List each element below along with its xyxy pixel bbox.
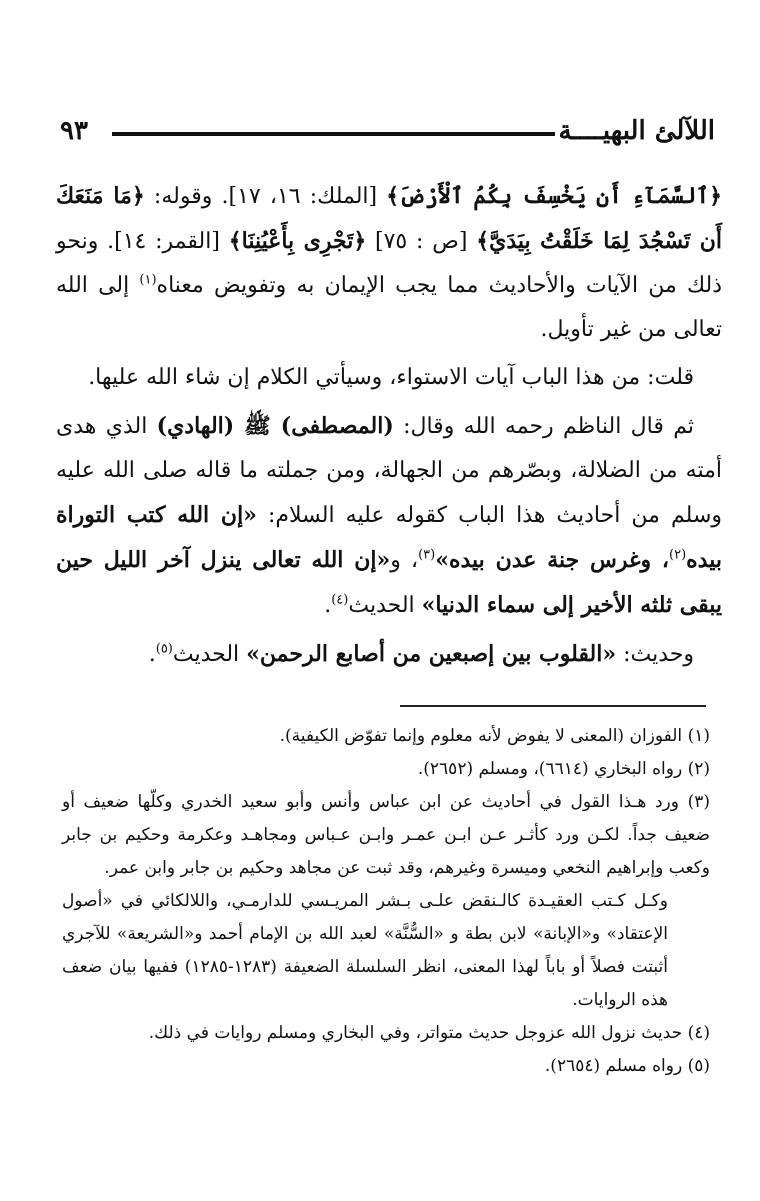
footnote-number: (٤) (687, 1023, 710, 1043)
footnote-text: حديث نزول الله عزوجل حديث متواتر، وفي البخاري ومسلم روايات في ذلك. (148, 1023, 683, 1043)
footnote-text: الفوزان (المعنى لا يفوض لأنه معلوم وإنما تفوّض الكيفية). (279, 726, 683, 746)
text-run: وحديث: (616, 642, 694, 667)
footnote-marker: (٣) (418, 547, 436, 563)
paragraph (56, 174, 722, 352)
footnote-number: (٥) (687, 1056, 710, 1076)
footnote (62, 885, 710, 1017)
footnote-text: رواه مسلم (٢٦٥٤). (544, 1056, 683, 1076)
text-run: الذي هدى أمته من الضلالة، وبصّرهم من الجهالة، ومن جملته ما قاله صلى الله عليه وسلم من أحاديث هذا الباب كقوله عليه السلام: (56, 414, 723, 528)
quoted-text: ﴿مَا مَنَعَكَ أَن تَسْجُدَ لِمَا خَلَقْتُ بِيَدَيَّ﴾ (56, 183, 722, 254)
text-run: الحديث (348, 593, 422, 618)
text-run: ثم قال الناظم رحمه الله وقال: (393, 414, 694, 439)
quoted-text: ﴿ٱلسَّمَآءِ أَن يَخْسِفَ بِكُمُ ٱلْأَرْضَ﴾ (386, 183, 723, 209)
text-run: [القمر: ١٤]. ونحو ذلك من الآيات والأحاديث مما يجب الإيمان به وتفويض معناه (56, 229, 722, 298)
book-title: اللآلئ البهيــــة (558, 116, 715, 146)
text-run: ، و (390, 548, 419, 573)
text-run: [ص : ٧٥] (366, 229, 477, 254)
header-rule (112, 132, 555, 136)
text-run: إلى الله تعالى من غير تأويل. (56, 273, 722, 342)
footnote-number: (١) (687, 726, 710, 746)
text-run: [الملك: ١٦، ١٧]. وقوله: (144, 184, 387, 209)
page-number: ٩٣ (60, 116, 88, 146)
quoted-text: ﴿تَجْرِى بِأَعْيُنِنَا﴾ (228, 228, 367, 254)
quoted-text: «إن الله كتب التوراة بيده (56, 502, 722, 573)
footnote (62, 1017, 710, 1050)
footnote-number: (٣) (687, 792, 710, 812)
footnote-marker: (٤) (331, 592, 349, 608)
footnote (62, 753, 710, 786)
running-header (60, 112, 715, 152)
quoted-text: ، وغرس جنة عدن بيده» (435, 547, 670, 573)
paragraph (56, 404, 722, 628)
quoted-text: «القلوب بين إصبعين من أصابع الرحمن» (246, 641, 617, 667)
footnote (62, 786, 710, 885)
footnote-separator (400, 705, 706, 707)
footnote-text: ورد هـذا القول في أحاديث عن ابن عباس وأنس وأبو سعيد الخدري وكلّها ضعيف أو ضعيف جداً. لكـن ورد كأثـر عـن ابـن عمـر وابـن عـباس ومجاهـد وعكرمة وحكيم بن جابر وكعب وإبراهيم النخعي وميسرة وغيرهم، وقد ثبت عن مجاهد وحكيم بن جابر وابن عمر. (62, 792, 710, 878)
text-run: . (148, 642, 156, 667)
text-run: قلت: من هذا الباب آيات الاستواء، وسيأتي الكلام إن شاء الله عليها. (88, 365, 694, 390)
footnote-text: رواه البخاري (٦٦١٤)، ومسلم (٢٦٥٢). (417, 759, 683, 779)
footnotes (62, 720, 710, 1083)
quoted-text: «إن الله تعالى ينزل آخر الليل حين يبقى ثلثه الأخير إلى سماء الدنيا» (56, 547, 722, 618)
quoted-text: (المصطفى) ﷺ (الهادي) (156, 413, 394, 439)
text-run: الحديث (172, 642, 247, 667)
footnote-marker: (٥) (155, 641, 173, 657)
footnote (62, 720, 710, 753)
main-text (56, 174, 722, 677)
paragraph (56, 632, 722, 677)
footnote (62, 1050, 710, 1083)
footnote-marker: (٢) (669, 547, 687, 563)
footnote-marker: (١) (139, 272, 157, 288)
footnote-number: (٢) (687, 759, 710, 779)
footnote-text: وكـل كـتب العقيـدة كالـنقض علـى بـشر المريـسي للدارمـي، واللالكائي في «أصول الإعتقاد» و«الإبانة» لابن بطة و «السُّنَّة» لعبد الله بن الإمام أحمد و«الشريعة» للآجري أثبتت فصلاً أو باباً لهذا المعنى، انظر السلسلة الضعيفة (١٢٨٣-١٢٨٥) ففيها بيان ضعف هذه الروايات. (62, 891, 668, 1010)
paragraph (56, 356, 722, 400)
text-run: . (324, 593, 332, 618)
